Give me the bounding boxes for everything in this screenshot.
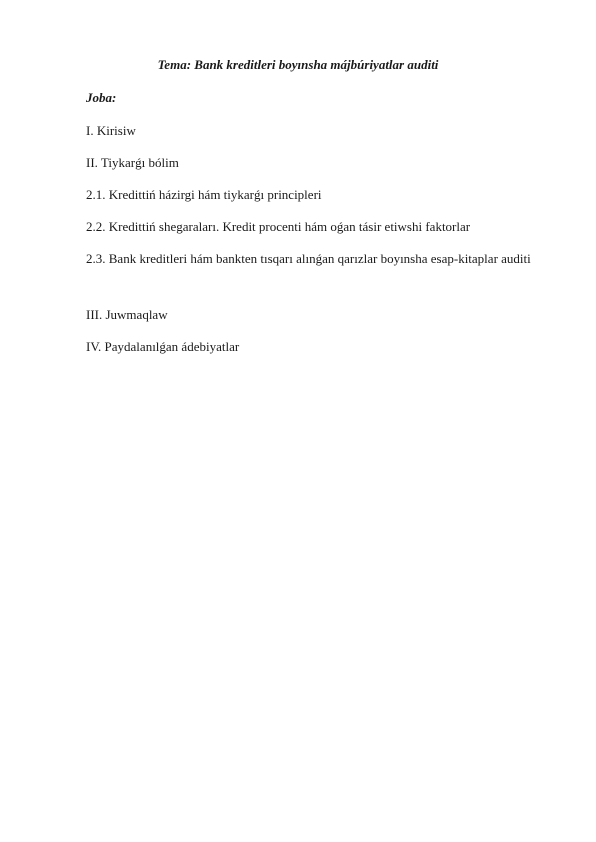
plan-item-introduction: I. Kirisiw: [86, 123, 136, 138]
plan-item-2-2: 2.2. Kredittiń shegaraları. Kredit procenti hám oǵan tásir etiwshi faktorlar: [86, 219, 471, 234]
plan-item-references: IV. Paydalanılǵan ádebiyatlar: [86, 339, 240, 354]
plan-item-2-1: 2.1. Kredittiń házirgi hám tiykarǵı principleri: [86, 187, 322, 202]
plan-item-2-3: 2.3. Bank kreditleri hám bankten tısqarı alınǵan qarızlar boyınsha esap-kitaplar auditi: [86, 251, 531, 266]
plan-heading: Joba:: [86, 90, 117, 105]
plan-item-conclusion: III. Juwmaqlaw: [86, 307, 168, 322]
document-title: Tema: Bank kreditleri boyınsha májbúriyatlar auditi: [157, 57, 439, 72]
plan-item-main-part: II. Tiykarǵı bólim: [86, 155, 179, 170]
